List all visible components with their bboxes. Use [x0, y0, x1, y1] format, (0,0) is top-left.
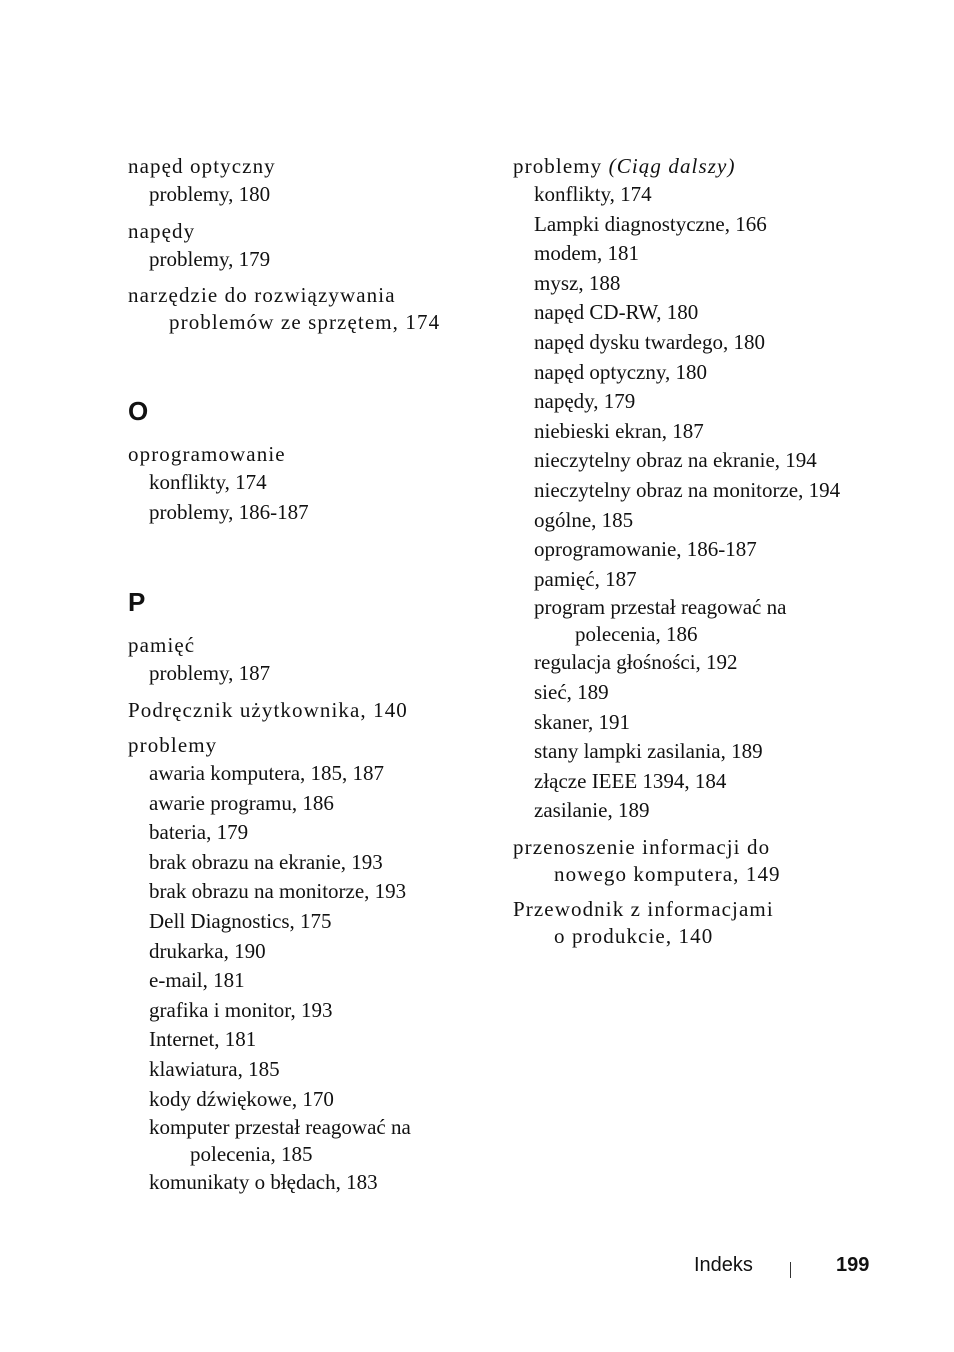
- index-heading: oprogramowanie: [128, 442, 286, 467]
- index-entry: [128, 732, 488, 1198]
- index-subentry: ogólne, 185: [534, 507, 634, 532]
- index-subentry: problemy, 180: [149, 182, 271, 206]
- index-subentry: napędy, 179: [534, 389, 636, 414]
- index-subentry: skaner, 191: [534, 709, 630, 734]
- index-subentry: napęd CD-RW, 180: [534, 300, 699, 325]
- index-subentry: problemy, 179: [149, 246, 271, 271]
- index-heading: narzędzie do rozwiązywania: [128, 283, 396, 308]
- index-subentry: zasilanie, 189: [534, 798, 650, 823]
- index-subentry: nieczytelny obraz na ekranie, 194: [534, 448, 817, 473]
- index-subentry: stany lampki zasilania, 189: [534, 739, 763, 764]
- index-heading-continuation: problemów ze sprzętem, 174: [169, 310, 441, 335]
- index-heading: problemy: [128, 732, 218, 757]
- section-letter-o: O: [128, 396, 149, 427]
- index-heading: Przewodnik z informacjami: [513, 896, 774, 921]
- index-subentry: sieć, 189: [534, 679, 609, 704]
- index-heading: napęd optyczny: [128, 154, 276, 178]
- index-entry: [513, 153, 933, 826]
- index-subentry: program przestał reagować na: [534, 595, 787, 620]
- index-heading: napędy: [128, 218, 196, 243]
- index-heading-continuation: nowego komputera, 149: [554, 861, 781, 886]
- section-letter-p: P: [128, 587, 146, 618]
- index-entry: [128, 218, 488, 275]
- index-subentry: napęd dysku twardego, 180: [534, 329, 765, 354]
- index-subentry: Lampki diagnostyczne, 166: [534, 211, 767, 236]
- index-subentry: e-mail, 181: [149, 968, 245, 993]
- index-subentry: komunikaty o błędach, 183: [149, 1170, 378, 1195]
- index-entry: [128, 441, 488, 527]
- index-entry: [513, 834, 933, 888]
- index-subentry: problemy, 187: [149, 661, 271, 686]
- index-subentry: problemy, 186-187: [149, 499, 309, 524]
- index-subentry-continuation: polecenia, 186: [575, 622, 698, 647]
- index-subentry: awarie programu, 186: [149, 790, 334, 815]
- index-subentry: grafika i monitor, 193: [149, 997, 333, 1022]
- index-subentry: Dell Diagnostics, 175: [149, 908, 332, 933]
- index-subentry: konflikty, 174: [149, 470, 267, 495]
- index-column-right: [513, 153, 933, 950]
- index-entry: [128, 153, 488, 210]
- index-heading: [513, 153, 933, 180]
- index-subentry: nieczytelny obraz na monitorze, 194: [534, 477, 841, 502]
- footer-separator: [790, 1262, 791, 1278]
- index-subentry: modem, 181: [534, 241, 639, 266]
- index-subentry: złącze IEEE 1394, 184: [534, 768, 727, 793]
- index-subentry: niebieski ekran, 187: [534, 418, 704, 443]
- index-subentry: awaria komputera, 185, 187: [149, 760, 385, 785]
- footer-section-label: Indeks: [694, 1254, 753, 1276]
- index-subentry: pamięć, 187: [534, 566, 637, 591]
- index-subentry: klawiatura, 185: [149, 1056, 280, 1081]
- index-heading: pamięć: [128, 633, 196, 658]
- index-subentry: konflikty, 174: [534, 182, 652, 206]
- index-entry: [513, 896, 933, 950]
- index-subentry: Internet, 181: [149, 1027, 257, 1052]
- index-subentry: oprogramowanie, 186-187: [534, 537, 757, 562]
- index-heading: Podręcznik użytkownika, 140: [128, 697, 408, 722]
- index-subentry: komputer przestał reagować na: [149, 1115, 411, 1140]
- index-subentry: drukarka, 190: [149, 938, 266, 963]
- index-subentry: mysz, 188: [534, 270, 621, 295]
- index-heading-continuation: o produkcie, 140: [554, 923, 714, 948]
- index-subentry: brak obrazu na monitorze, 193: [149, 879, 407, 904]
- index-subentry: kody dźwiękowe, 170: [149, 1086, 334, 1111]
- index-heading-text: problemy: [513, 154, 603, 178]
- index-subentry: bateria, 179: [149, 820, 249, 845]
- index-entry: [128, 697, 488, 724]
- continuation-note: (Ciąg dalszy): [608, 154, 736, 178]
- page-number: 199: [836, 1254, 870, 1276]
- index-subentry: napęd optyczny, 180: [534, 359, 708, 384]
- index-subentry: regulacja głośności, 192: [534, 650, 738, 675]
- index-column-left: [128, 153, 488, 1198]
- index-subentry-continuation: polecenia, 185: [190, 1142, 313, 1167]
- index-subentry: brak obrazu na ekranie, 193: [149, 849, 383, 874]
- index-entry: [128, 632, 488, 689]
- index-heading: przenoszenie informacji do: [513, 834, 771, 859]
- index-entry: [128, 282, 488, 336]
